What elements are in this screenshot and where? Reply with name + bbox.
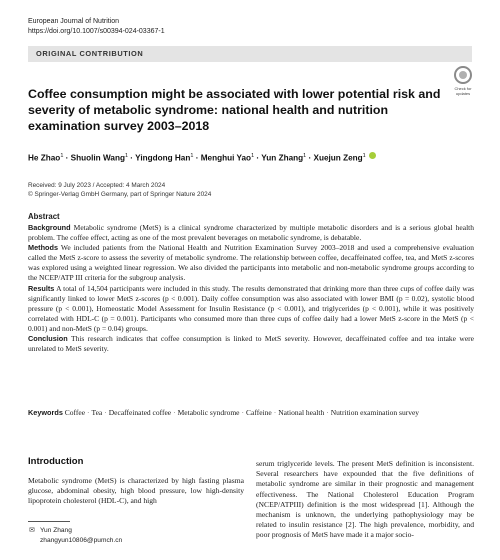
keyword[interactable]: Nutrition examination survey <box>330 408 420 417</box>
conclusion-label: Conclusion <box>28 334 68 344</box>
keyword[interactable]: Coffee <box>64 408 86 417</box>
keyword-separator: · <box>104 408 107 417</box>
author-separator: · <box>130 153 134 163</box>
abstract-methods <box>28 243 474 283</box>
author-name[interactable]: Yun Zhang <box>261 153 304 163</box>
author-name[interactable]: Yingdong Han <box>135 153 191 163</box>
results-label: Results <box>28 283 55 293</box>
author-name[interactable]: Menghui Yao <box>200 153 252 163</box>
article-type-label: ORIGINAL CONTRIBUTION <box>36 49 144 58</box>
envelope-icon: ✉ <box>29 526 35 534</box>
abstract-conclusion <box>28 334 474 354</box>
doi-link[interactable]: https://doi.org/10.1007/s00394-024-03367-1 <box>28 28 165 35</box>
copyright-notice: © Springer-Verlag GmbH Germany, part of Springer Nature 2024 <box>28 191 212 198</box>
author-affiliation: 1 <box>190 153 194 159</box>
keyword-separator: · <box>326 408 329 417</box>
keyword[interactable]: Caffeine <box>246 408 272 417</box>
introduction-heading: Introduction <box>28 456 84 467</box>
introduction-left-column: Metabolic syndrome (MetS) is characterized by high fasting plasma glucose, abdominal obesity, high blood pressure, low high-density lipoprotein cholesterol (HDL-C), and high <box>28 476 244 506</box>
abstract-results <box>28 284 474 334</box>
journal-name: European Journal of Nutrition <box>28 18 120 25</box>
author-separator: · <box>195 153 199 163</box>
author-separator: · <box>308 153 312 163</box>
keyword-separator: · <box>273 408 277 417</box>
methods-label: Methods <box>28 243 58 253</box>
received-accepted-dates: Received: 9 July 2023 / Accepted: 4 March 2024 <box>28 182 166 189</box>
check-for-updates-label: Check for updates <box>454 86 472 96</box>
background-text: Metabolic syndrome (MetS) is a clinical syndrome characterized by multiple metabolic disorders and is a serious global health problem. The coffee effect, acting as one of the most prevalent beverages on metabolic syndrome, is debatable. <box>28 223 475 243</box>
keyword-separator: · <box>241 408 245 417</box>
author-affiliation: 1 <box>124 153 129 159</box>
article-type-banner <box>28 46 472 62</box>
corresponding-author-email[interactable]: zhangyun10806@pumch.cn <box>40 537 123 544</box>
background-label: Background <box>28 223 71 232</box>
keyword[interactable]: Metabolic syndrome <box>177 408 240 417</box>
author-affiliation: 1 <box>251 153 255 159</box>
abstract-heading: Abstract <box>28 212 60 221</box>
keyword-separator: · <box>87 408 90 417</box>
author-list <box>28 151 472 164</box>
author-name[interactable]: He Zhao <box>28 153 61 163</box>
keywords <box>28 408 472 418</box>
results-text: A total of 14,504 participants were included in this study. The results demonstrated that drinking more than three cups of coffee daily was significantly linked to lower MetS z-scores (p < 0.001). Daily coffee consumption was also associated with lower BMI (p = 0.02), systolic blood pressure (p < 0.001), Homeostatic Model Assessment for Insulin Resistance (p < 0.001), and triglycerides (p < 0.001), while it was positively correlated with HDL-C (p = 0.001). Participants who consumed more than three cups of coffee daily had a lower MetS z-score in the MetS (p < 0.001) and non-MetS (p = 0.04) groups. <box>28 283 474 333</box>
article-title: Coffee consumption might be associated with lower potential risk and severity of metabolic syndrome: national health and nutrition examination survey 2003–2018 <box>28 87 441 133</box>
author-affiliation: 1 <box>303 153 307 159</box>
keyword[interactable]: National health <box>278 408 325 417</box>
methods-text: We included patients from the National Health and Nutrition Examination Survey 2003–2018 and used a comprehensive evaluation called the MetS z-score to assess the severity of metabolic syndrome. The relationship between coffee, decaffeinated coffee, tea, and MetS z-scores was explored using a weighted linear regression. We also divided the participants into metabolic and non-metabolic syndrome groups according to the NCEP/ATP III criteria for the subgroup analysis. <box>28 243 474 283</box>
author-affiliation: 1 <box>362 153 366 159</box>
abstract-section <box>28 212 474 354</box>
footnote-divider <box>28 521 70 522</box>
introduction-right-column: serum triglyceride levels. The present MetS definition is inconsistent. Several researchers have expounded that the five definitions of metabolic syndrome are similar in their prognostic and management effectiveness. The National Cholesterol Education Program (NCEP/ATPIII) definition is the most widespread [1]. Although the mechanism is unknown, the underlying pathophysiology may be related to insulin resistance [2]. The high prevalence, morbidity, and poor prognosis of MetS have made it a major socio- <box>256 459 474 540</box>
abstract-background <box>28 223 474 243</box>
keyword[interactable]: Decaffeinated coffee <box>108 408 172 417</box>
author-separator: · <box>256 153 260 163</box>
conclusion-text: This research indicates that coffee consumption is linked to MetS severity. However, decaffeinated coffee and tea intake were unrelated to MetS severity. <box>28 334 474 354</box>
orcid-icon[interactable] <box>369 152 376 159</box>
check-for-updates-badge[interactable] <box>452 66 474 102</box>
keywords-label: Keywords <box>28 408 63 417</box>
keyword[interactable]: Tea <box>91 408 103 417</box>
author-name[interactable]: Shuolin Wang <box>70 153 125 163</box>
keyword-separator: · <box>173 408 176 417</box>
corresponding-author-name: Yun Zhang <box>40 527 72 534</box>
author-separator: · <box>65 153 69 163</box>
check-for-updates-icon <box>454 66 472 84</box>
author-affiliation: 1 <box>60 153 64 159</box>
author-name[interactable]: Xuejun Zeng <box>313 153 363 163</box>
